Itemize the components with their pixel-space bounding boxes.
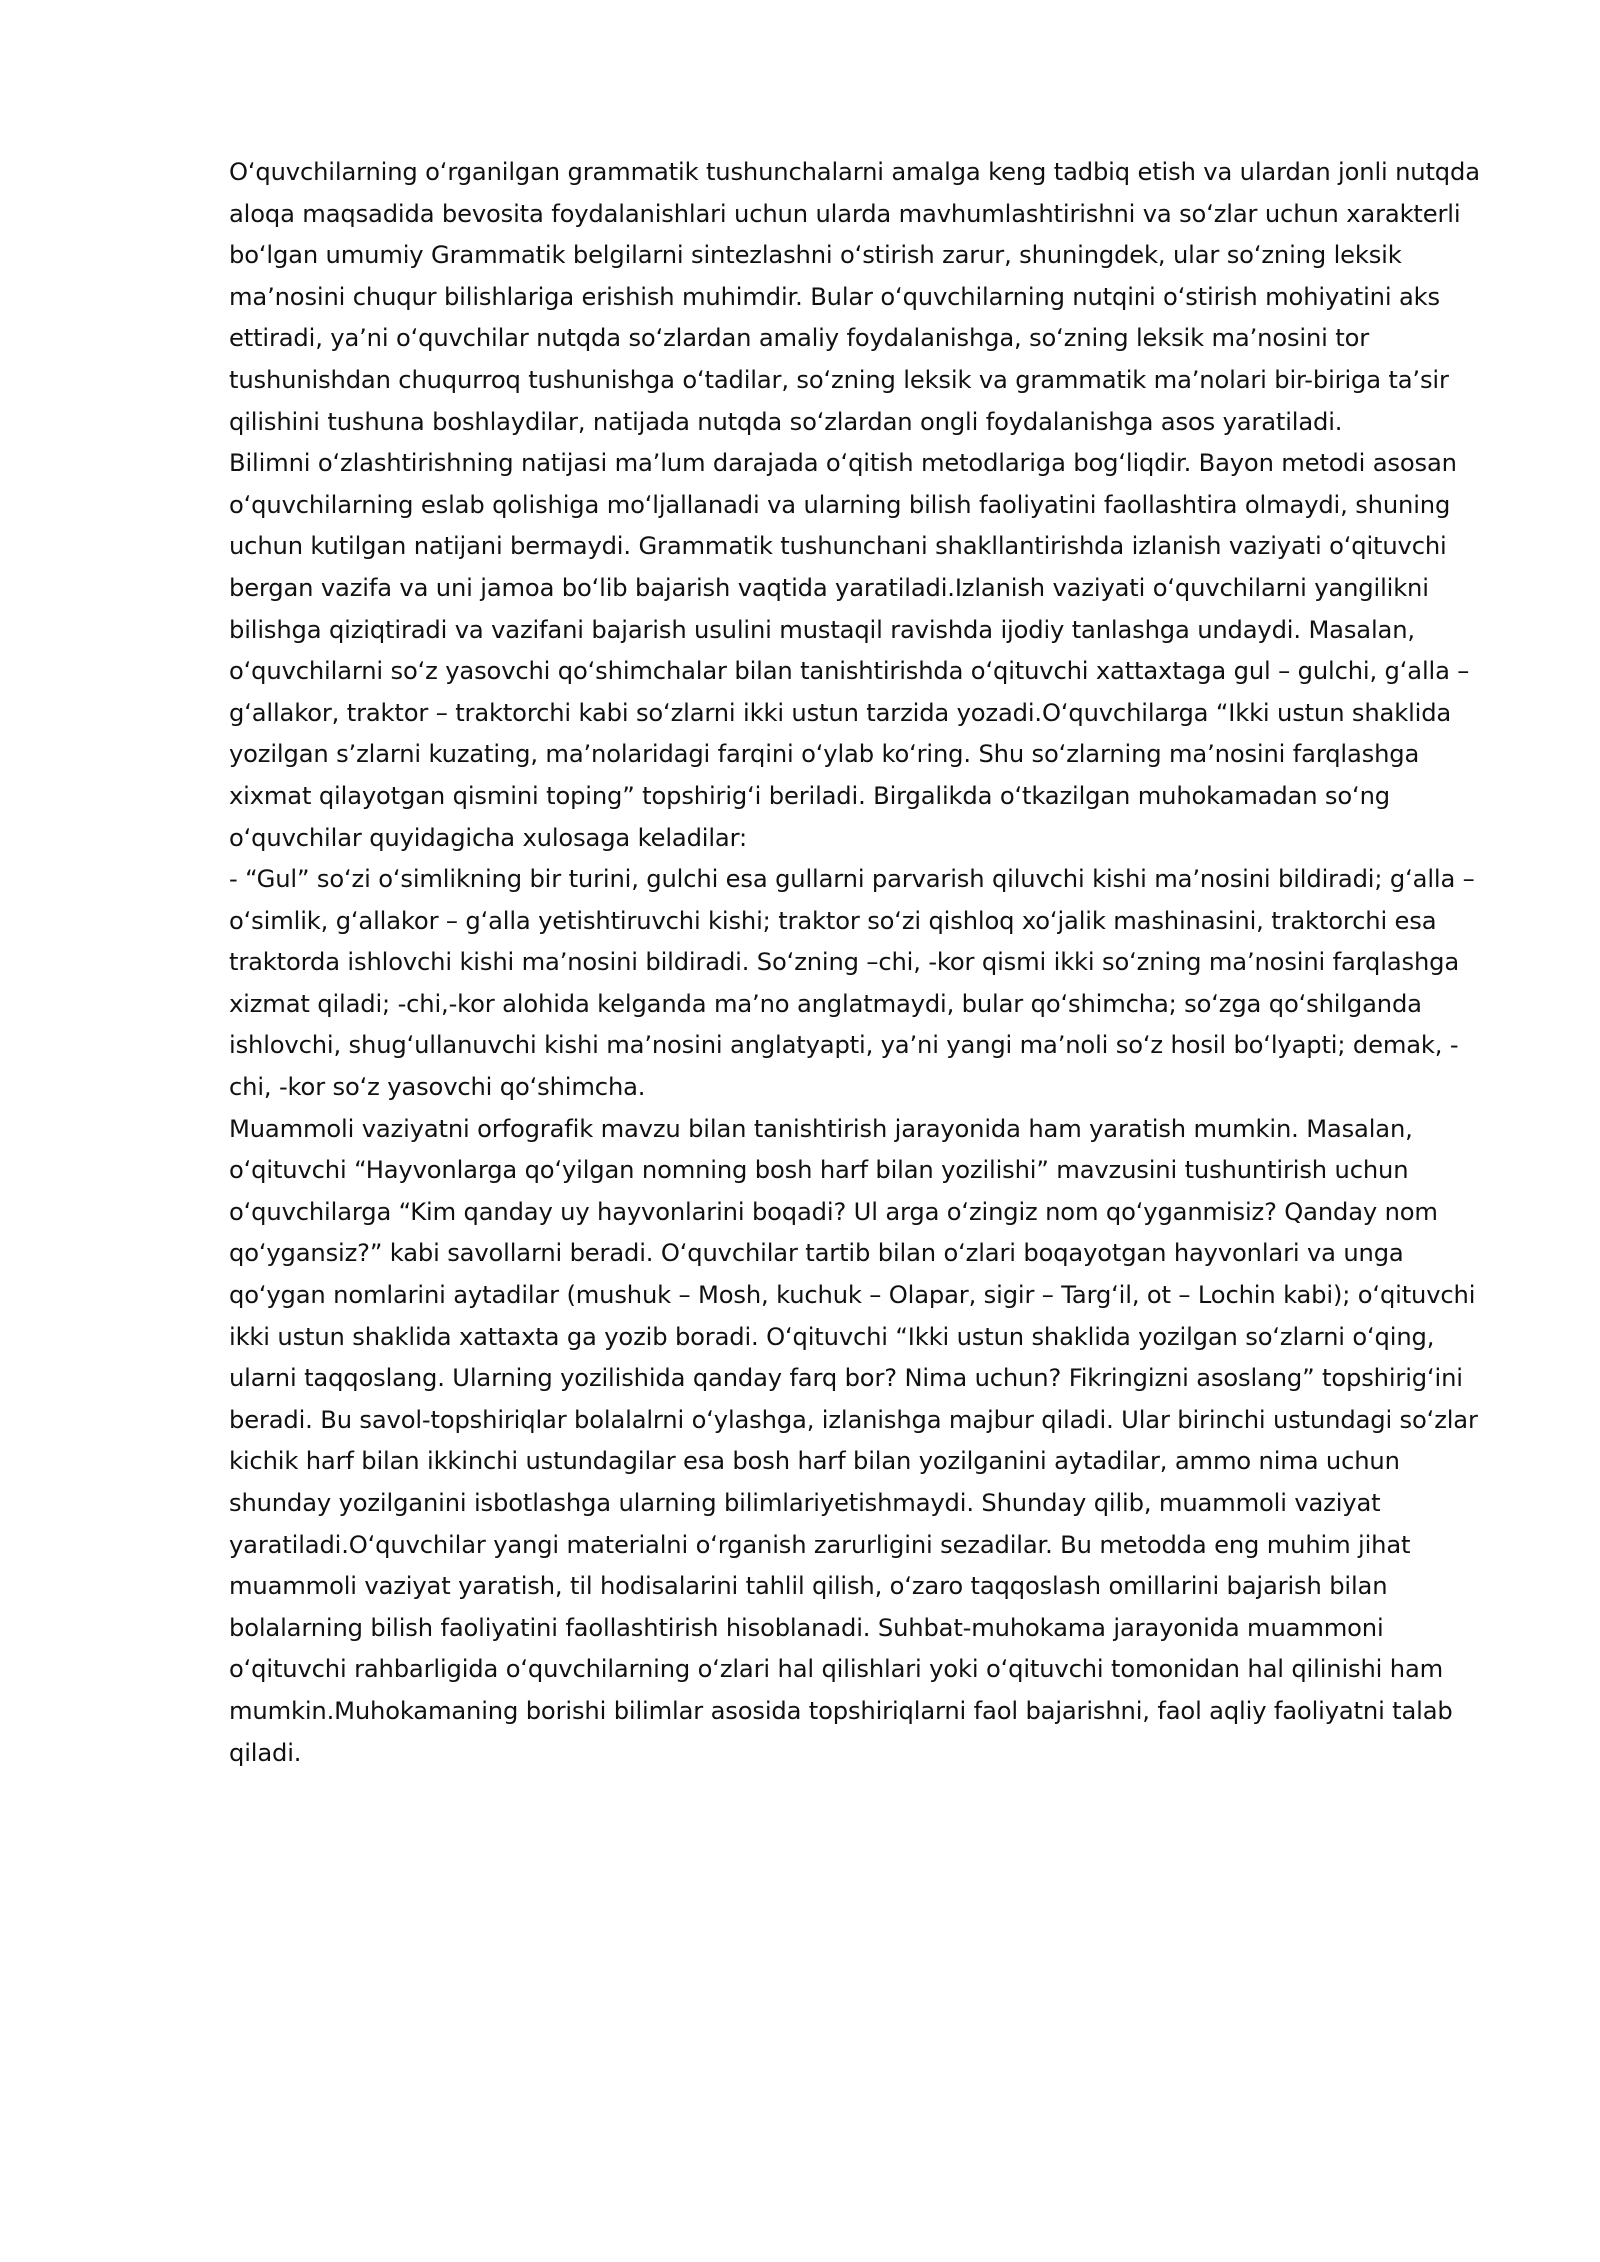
paragraph-1: Oʻquvchilarning oʻrganilgan grammatik tushunchalarni amalga keng tadbiq etish va ulardan jonli nutqda aloqa maqsadida bevosita foydalanishlari uchun ularda mavhumlashtirishni va soʻzlar uchun xarakterli boʻlgan umumiy Grammatik belgilarni sintezlashni oʻstirish zarur, shuningdek, ular soʻzning leksik ma’nosini chuqur bilishlariga erishish muhimdir. Bular oʻquvchilarning nutqini oʻstirish mohiyatini aks ettiradi, ya’ni oʻquvchilar nutqda soʻzlardan amaliy foydalanishga, soʻzning leksik ma’nosini tor tushunishdan chuqurroq tushunishga oʻtadilar, soʻzning leksik va grammatik ma’nolari bir-biriga ta’sir qilishini tushuna boshlaydilar, natijada nutqda soʻzlardan ongli foydalanishga asos yaratiladi. xyxy=(229,158,1480,436)
paragraph-3: - “Gul” soʻzi oʻsimlikning bir turini, gulchi esa gullarni parvarish qiluvchi kishi ma’nosini bildiradi; gʻalla – oʻsimlik, gʻallakor – gʻalla yetishtiruvchi kishi; traktor soʻzi qishloq xoʻjalik mashinasini, traktorchi esa traktorda ishlovchi kishi ma’nosini bildiradi. Soʻzning –chi, -kor qismi ikki soʻzning ma’nosini farqlashga xizmat qiladi; -chi,-kor alohida kelganda ma’no anglatmaydi, bular qoʻshimcha; soʻzga qoʻshilganda ishlovchi, shugʻullanuvchi kishi ma’nosini anglatyapti, ya’ni yangi ma’noli soʻz hosil boʻlyapti; demak, -chi, -kor soʻz yasovchi qoʻshimcha. xyxy=(229,865,1475,1102)
paragraph-2: Bilimni oʻzlashtirishning natijasi ma’lum darajada oʻqitish metodlariga bogʻliqdir. Bayon metodi asosan oʻquvchilarning eslab qolishiga moʻljallanadi va ularning bilish faoliyatini faollashtira olmaydi, shuning uchun kutilgan natijani bermaydi. Grammatik tushunchani shakllantirishda izlanish vaziyati oʻqituvchi bergan vazifa va uni jamoa boʻlib bajarish vaqtida yaratiladi.Izlanish vaziyati oʻquvchilarni yangilikni bilishga qiziqtiradi va vazifani bajarish usulini mustaqil ravishda ijodiy tanlashga undaydi. Masalan, oʻquvchilarni soʻz yasovchi qoʻshimchalar bilan tanishtirishda oʻqituvchi xattaxtaga gul – gulchi, gʻalla – gʻallakor, traktor – traktorchi kabi soʻzlarni ikki ustun tarzida yozadi.Oʻquvchilarga “Ikki ustun shaklida yozilgan s’zlarni kuzating, ma’nolaridagi farqini oʻylab koʻring. Shu soʻzlarning ma’nosini farqlashga xixmat qilayotgan qismini toping” topshirigʻi beriladi. Birgalikda oʻtkazilgan muhokamadan soʻng oʻquvchilar quyidagicha xulosaga keladilar: xyxy=(229,449,1470,852)
paragraph-4: Muammoli vaziyatni orfografik mavzu bilan tanishtirish jarayonida ham yaratish mumkin. Masalan, oʻqituvchi “Hayvonlarga qoʻyilgan nomning bosh harf bilan yozilishi” mavzusini tushuntirish uchun oʻquvchilarga “Kim qanday uy hayvonlarini boqadi? Ul arga oʻzingiz nom qoʻyganmisiz? Qanday nom qoʻygansiz?” kabi savollarni beradi. Oʻquvchilar tartib bilan oʻzlari boqayotgan hayvonlari va unga qoʻygan nomlarini aytadilar (mushuk – Mosh, kuchuk – Olapar, sigir – Targʻil, ot – Lochin kabi); oʻqituvchi ikki ustun shaklida xattaxta ga yozib boradi. Oʻqituvchi “Ikki ustun shaklida yozilgan soʻzlarni oʻqing, ularni taqqoslang. Ularning yozilishida qanday farq bor? Nima uchun? Fikringizni asoslang” topshirigʻini beradi. Bu savol-topshiriqlar bolalalrni oʻylashga, izlanishga majbur qiladi. Ular birinchi ustundagi soʻzlar kichik harf bilan ikkinchi ustundagilar esa bosh harf bilan yozilganini aytadilar, ammo nima uchun shunday yozilganini isbotlashga ularning bilimlariyetishmaydi. Shunday qilib, muammoli vaziyat yaratiladi.Oʻquvchilar yangi materialni oʻrganish zarurligini sezadilar. Bu metodda eng muhim jihat muammoli vaziyat yaratish, til hodisalarini tahlil qilish, oʻzaro taqqoslash omillarini bajarish bilan bolalarning bilish faoliyatini faollashtirish hisoblanadi. Suhbat-muhokama jarayonida muammoni oʻqituvchi rahbarligida oʻquvchilarning oʻzlari hal qilishlari yoki oʻqituvchi tomonidan hal qilinishi ham mumkin.Muhokamaning borishi bilimlar asosida topshiriqlarni faol bajarishni, faol aqliy faoliyatni talab qiladi. xyxy=(229,1114,1478,1767)
document-body xyxy=(229,152,1489,1774)
